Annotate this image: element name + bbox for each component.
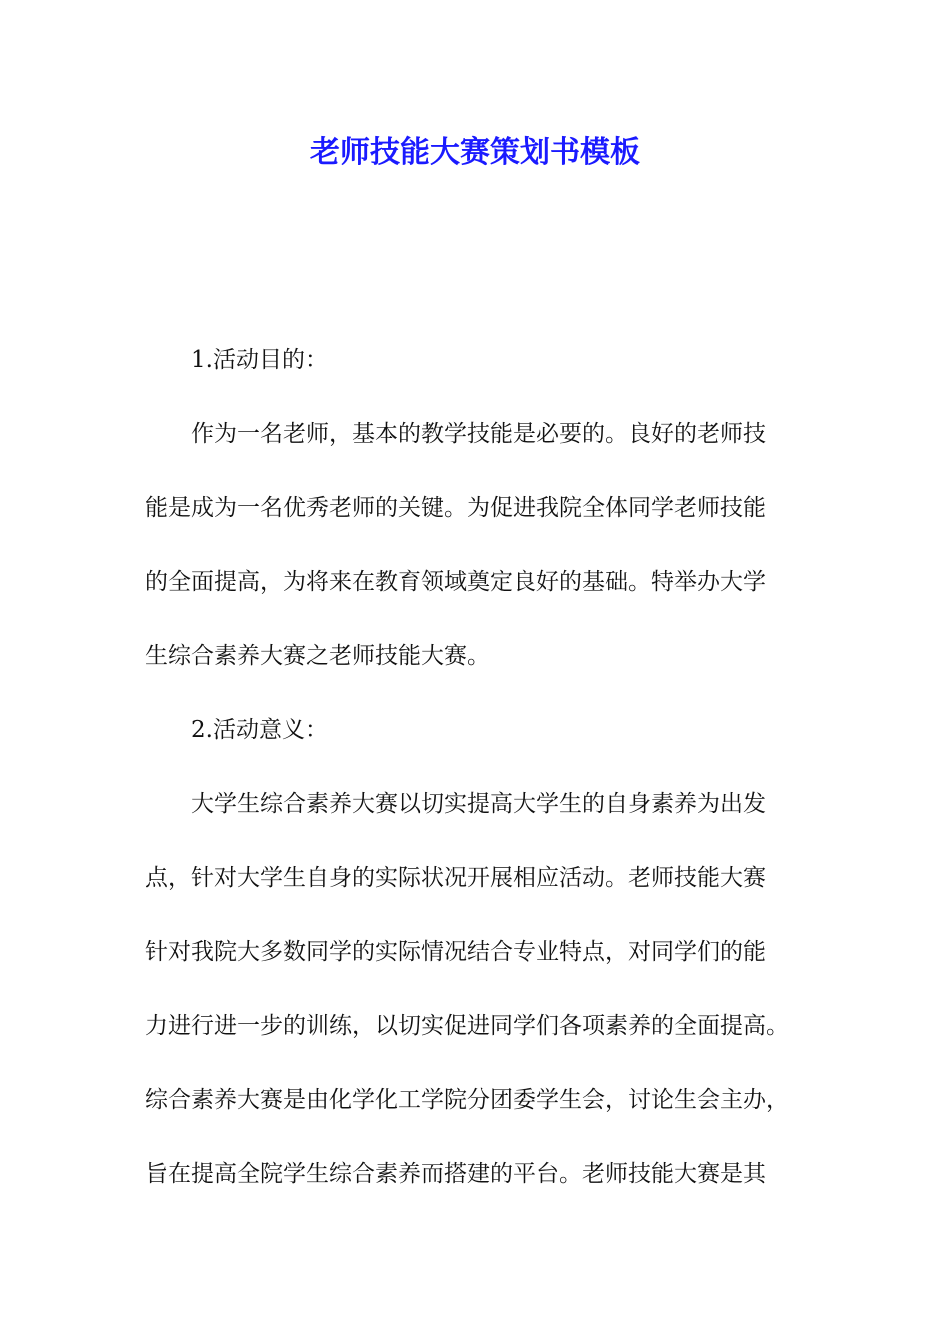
paragraph-line: 点，针对大学生自身的实际状况开展相应活动。老师技能大赛 [145,865,766,891]
paragraph-line: 力进行进一步的训练，以切实促进同学们各项素养的全面提高。 [145,1013,789,1039]
paragraph-line: 能是成为一名优秀老师的关键。为促进我院全体同学老师技能 [145,495,766,521]
section-heading-purpose: 1.活动目的： [191,347,328,373]
paragraph-line: 针对我院大多数同学的实际情况结合专业特点，对同学们的能 [145,939,766,965]
paragraph-line: 旨在提高全院学生综合素养而搭建的平台。老师技能大赛是其 [145,1161,766,1187]
section-heading-significance: 2.活动意义： [191,717,328,743]
document-body [145,340,835,1228]
paragraph-line: 的全面提高，为将来在教育领域奠定良好的基础。特举办大学 [145,569,766,595]
paragraph-line: 生综合素养大赛之老师技能大赛。 [145,643,490,669]
document-title: 老师技能大赛策划书模板 [310,135,640,170]
paragraph-line: 大学生综合素养大赛以切实提高大学生的自身素养为出发 [191,791,766,817]
paragraph-line: 综合素养大赛是由化学化工学院分团委学生会，讨论生会主办， [145,1087,789,1113]
paragraph-line: 作为一名老师，基本的教学技能是必要的。良好的老师技 [191,421,766,447]
